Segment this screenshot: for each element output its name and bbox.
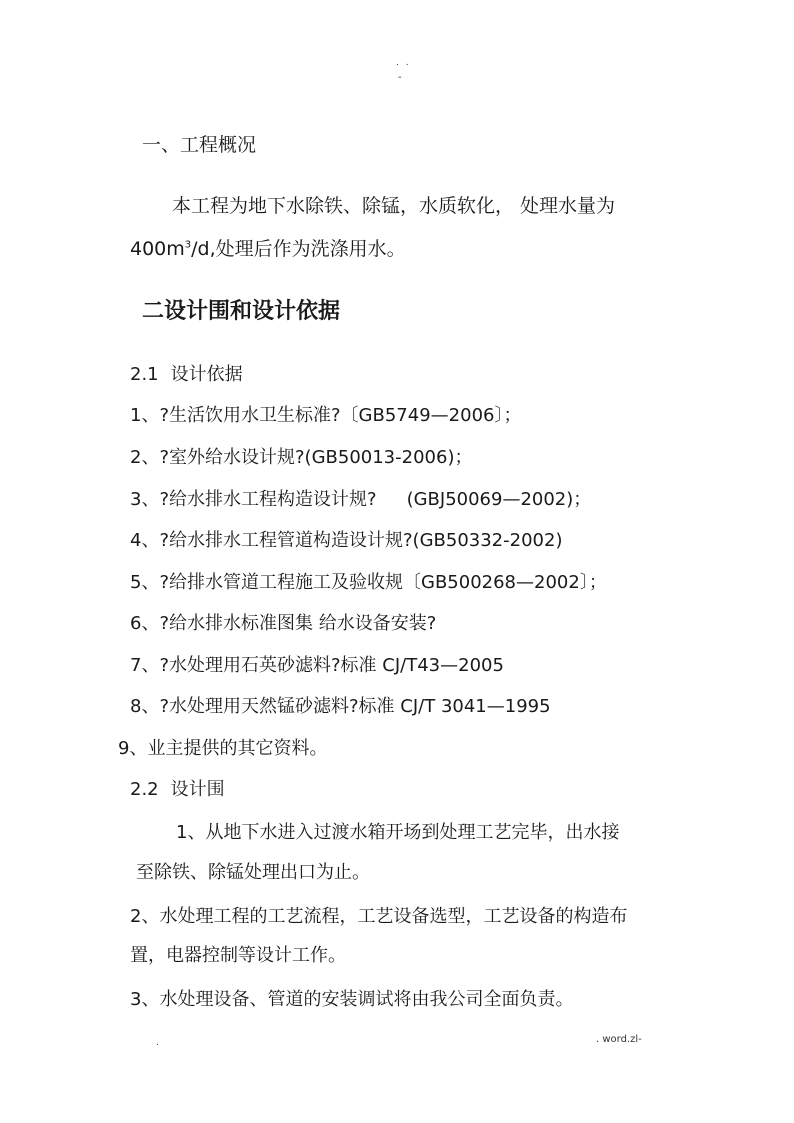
- basis-item-6: 6、?给水排水标准图集 给水设备安装?: [130, 613, 437, 634]
- basis-item-8: 8、?水处理用天然锰砂滤料?标准 CJ/T 3041—1995: [130, 696, 551, 717]
- basis-item-5: 5、?给排水管道工程施工及验收规〔GB500268—2002〕；: [130, 572, 607, 593]
- basis-item-3: [130, 485, 591, 511]
- section1-para-line1: 本工程为地下水除铁、除锰，水质软化， 处理水量为: [172, 195, 616, 217]
- subsection-2-2-label: 设计围: [170, 779, 225, 800]
- footer-word-mark: . word.zl-: [596, 1034, 642, 1045]
- header-dots: . .: [396, 58, 411, 68]
- section1-para-line2: [130, 234, 406, 261]
- basis-item-9: 9、业主提供的其它资料。: [118, 738, 328, 759]
- basis-item-2: 2、?室外给水设计规?(GB50013-2006)；: [130, 447, 473, 468]
- subsection-2-2-heading: [130, 775, 225, 801]
- basis-item-3-title: 3、?给水排水工程构造设计规?: [130, 489, 377, 510]
- header-dash: -: [398, 72, 402, 83]
- scope-p1-line1: 1、从地下水进入过渡水箱开场到处理工艺完毕，出水接: [176, 822, 620, 843]
- basis-item-7: 7、?水处理用石英砂滤料?标准 CJ/T43—2005: [130, 655, 504, 676]
- section2-title: 二设计围和设计依据: [142, 299, 341, 324]
- footer-dot: .: [156, 1038, 159, 1048]
- subsection-2-1-label: 设计依据: [170, 364, 243, 385]
- scope-p3: 3、水处理设备、管道的安装调试将由我公司全面负责。: [130, 989, 574, 1010]
- capacity-value: 400m: [130, 238, 185, 260]
- capacity-superscript: 3: [184, 239, 192, 251]
- basis-item-3-ref: (GBJ50069—2002)；: [406, 489, 592, 510]
- basis-item-4: 4、?给水排水工程管道构造设计规?(GB50332-2002): [130, 530, 563, 551]
- section1-title: 一、工程概况: [142, 134, 257, 156]
- capacity-suffix: /d,处理后作为洗涤用水。: [191, 238, 406, 260]
- subsection-2-1-number: 2.1: [130, 364, 159, 385]
- scope-p2-line2: 置，电器控制等设计工作。: [130, 945, 346, 966]
- subsection-2-1-heading: [130, 360, 243, 386]
- basis-item-1: 1、?生活饮用水卫生标准?〔GB5749—2006〕；: [130, 405, 522, 426]
- scope-p1-line2: 至除铁、除锰处理出口为止。: [136, 862, 370, 883]
- scope-p2-line1: 2、水处理工程的工艺流程，工艺设备选型，工艺设备的构造布: [130, 906, 628, 927]
- subsection-2-2-number: 2.2: [130, 779, 159, 800]
